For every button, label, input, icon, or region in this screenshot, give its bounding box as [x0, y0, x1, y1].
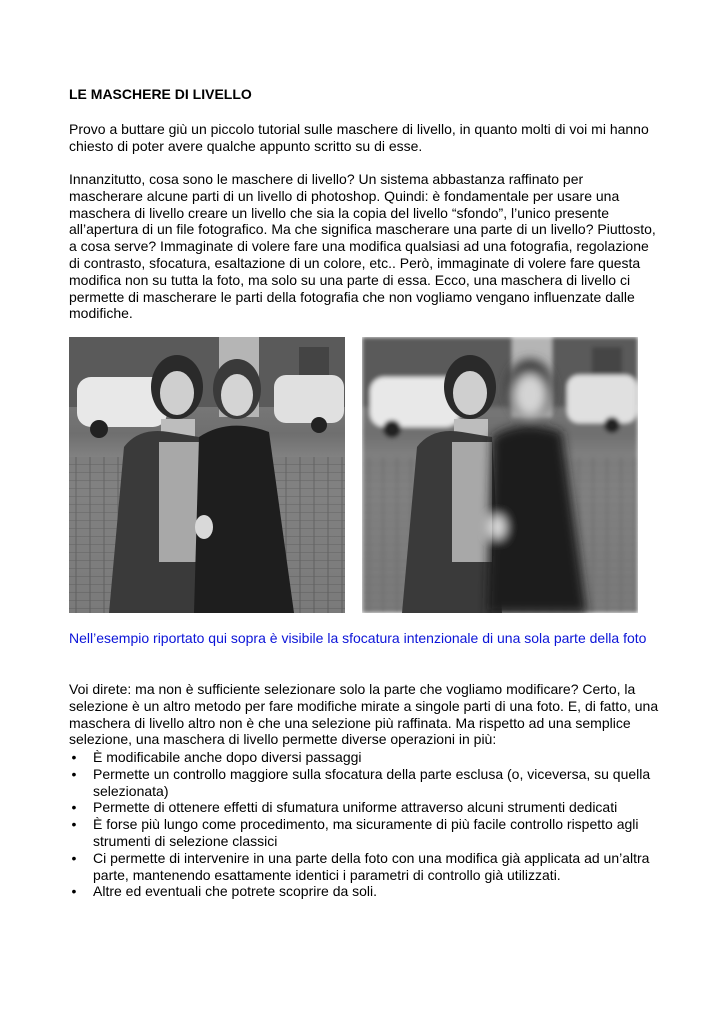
- list-item: [69, 766, 659, 800]
- advantages-list: [69, 749, 659, 900]
- list-item-text: È modificabile anche dopo diversi passaggi: [93, 749, 362, 765]
- explanation-paragraph: Innanzitutto, cosa sono le maschere di livello? Un sistema abbastanza raffinato per mascherare alcune parti di un livello di photoshop. Quindi: è fondamentale per usare una maschera di livello creare un livello che sia la copia del livello “sfondo”, l’unico presente all’apertura di un file fotografico. Ma che significa mascherare una parte di un livello? Piuttosto, a cosa serve? Immaginate di volere fare una modifica qualsiasi ad una fotografia, regolazione di contrasto, sfocatura, esaltazione di un colore, etc.. Però, immaginate di volere fare questa modifica non su tutta la foto, ma solo su una parte di essa. Ecco, una maschera di livello ci permette di mascherare le parti della fotografia che non vogliamo vengano influenzate dalle modifiche.: [69, 171, 656, 322]
- photo-blurred-example: [362, 337, 638, 613]
- bullet-icon: •: [71, 849, 77, 866]
- list-item-text: È forse più lungo come procedimento, ma sicuramente di più facile controllo rispetto agli strumenti di selezione classici: [93, 816, 639, 849]
- list-item: [69, 883, 659, 900]
- bullet-icon: •: [71, 749, 77, 765]
- bullet-icon: •: [71, 883, 77, 900]
- list-item: [69, 749, 659, 766]
- list-item: [69, 816, 659, 850]
- bullet-icon: •: [71, 799, 77, 816]
- list-item-text: Permette di ottenere effetti di sfumatura uniforme attraverso alcuni strumenti dedicati: [93, 799, 618, 816]
- intro-paragraph: Provo a buttare giù un piccolo tutorial sulle maschere di livello, in quanto molti di voi mi hanno chiesto di poter avere qualche appunto scritto su di esse.: [69, 121, 649, 154]
- list-item: [69, 850, 659, 884]
- bullet-icon: •: [71, 816, 77, 833]
- list-item-text: Ci permette di intervenire in una parte della foto con una modifica già applicata ad un’altra parte, mantenendo esattamente identici i parametri di controllo già utilizzati.: [93, 849, 650, 883]
- list-item: [69, 799, 659, 816]
- list-item-text: Permette un controllo maggiore sulla sfocatura della parte esclusa (o, viceversa, su quella selezionata): [93, 765, 651, 799]
- photo-original: [69, 337, 345, 613]
- bullet-icon: •: [71, 765, 77, 782]
- document-title: LE MASCHERE DI LIVELLO: [69, 86, 252, 102]
- comparison-paragraph: Voi direte: ma non è sufficiente selezionare solo la parte che vogliamo modificare? Certo, la selezione è un altro metodo per fare modifiche mirate a singole parti di una foto. E, di fatto, una maschera di livello altro non è che una selezione più raffinata. Ma rispetto ad una semplice selezione, una maschera di livello permette diverse operazioni in più:: [69, 681, 659, 748]
- list-item-text: Altre ed eventuali che potrete scoprire da soli.: [93, 883, 378, 900]
- image-caption: Nell’esempio riportato qui sopra è visibile la sfocatura intenzionale di una sola parte della foto: [69, 630, 647, 646]
